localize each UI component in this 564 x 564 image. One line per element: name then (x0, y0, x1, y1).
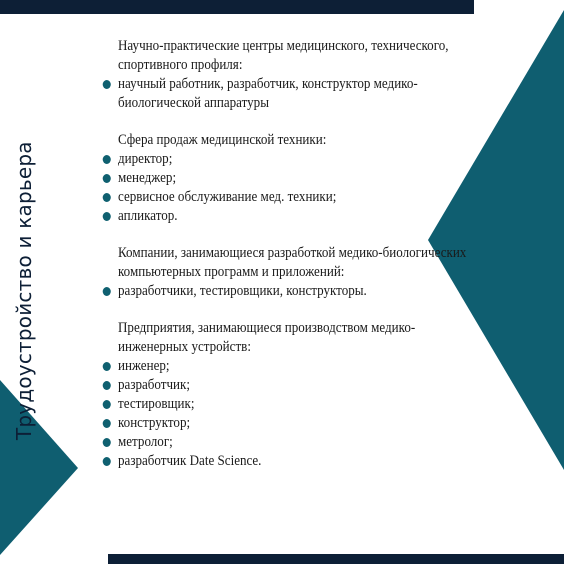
bullet-dot (103, 193, 111, 202)
bullet-list (100, 75, 469, 113)
bullet-list (100, 282, 469, 301)
content (100, 37, 469, 489)
list-item: разработчик; (100, 376, 469, 395)
bullet-dot (103, 457, 111, 466)
list-item: инженер; (100, 357, 469, 376)
list-item: научный работник, разработчик, конструктор медико-биологической аппаратуры (100, 75, 469, 113)
bullet-dot (103, 381, 111, 390)
bullet-dot (103, 362, 111, 371)
section-heading: Научно-практические центры медицинского, технического, спортивного профиля: (118, 38, 449, 73)
bottom-bar (108, 554, 564, 564)
list-item: менеджер; (100, 169, 469, 188)
section-heading: Предприятия, занимающиеся производством медико-инженерных устройств: (118, 320, 416, 355)
bullet-list (100, 150, 469, 226)
bullet-dot (103, 438, 111, 447)
side-title: Трудоустройство и карьера (12, 141, 36, 440)
list-item: тестировщик; (100, 395, 469, 414)
bullet-dot (103, 212, 111, 221)
section-manufacturing (100, 319, 469, 471)
bullet-dot (103, 80, 111, 89)
list-item: разработчики, тестировщики, конструкторы. (100, 282, 469, 301)
bullet-dot (103, 400, 111, 409)
bullet-dot (103, 155, 111, 164)
list-item: сервисное обслуживание мед. техники; (100, 188, 469, 207)
bullet-dot (103, 419, 111, 428)
section-heading: Компании, занимающиеся разработкой медико-биологических компьютерных программ и приложений: (118, 245, 467, 280)
list-item: конструктор; (100, 414, 469, 433)
section-heading: Сфера продаж медицинской техники: (118, 132, 327, 148)
bullet-list (100, 357, 469, 471)
bullet-dot (103, 174, 111, 183)
list-item: апликатор. (100, 207, 469, 226)
section-software-companies (100, 244, 469, 301)
list-item: директор; (100, 150, 469, 169)
section-sales (100, 131, 469, 226)
section-research-centers (100, 37, 469, 113)
list-item: метролог; (100, 433, 469, 452)
list-item: разработчик Date Science. (100, 452, 469, 471)
bullet-dot (103, 287, 111, 296)
